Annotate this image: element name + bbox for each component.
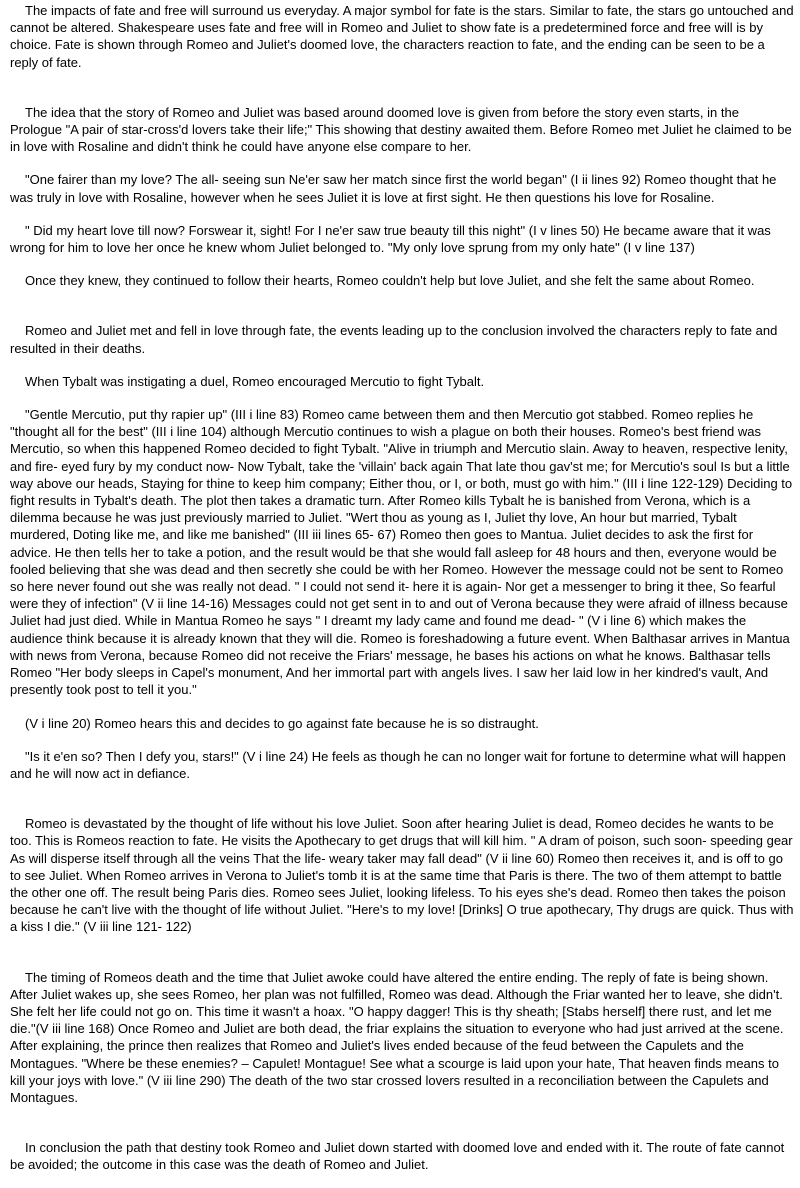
- section-spacer: [10, 782, 794, 815]
- paragraph-spacer: [10, 256, 794, 272]
- section-spacer: [10, 1106, 794, 1139]
- paragraph-apothecary: Romeo is devastated by the thought of life without his love Juliet. Soon after hearing Juliet is dead, Romeo decides he wants to be too. This is Romeos reaction to fate. He visits the Apothecary to get drugs that will kill him. " A dram of poison, such soon- speeding gear As will disperse itself through all the veins That the life- weary taker may fall dead" (V ii line 60) Romeo then receives it, and is off to go to see Juliet. When Romeo arrives in Verona to Juliet's tomb it is at the same time that Paris is there. The two of them attempt to battle the other one off. The result being Paris dies. Romeo sees Juliet, looking lifeless. To his eyes she's dead. Romeo then takes the poison because he can't live with the thought of life without Juliet. "Here's to my love! [Drinks] O true apothecary, Thy drugs are quick. Thus with a kiss I die." (V iii line 121- 122): [10, 816, 794, 935]
- paragraph-follow-hearts: Once they knew, they continued to follow their hearts, Romeo couldn't help but love Juliet, and she felt the same about Romeo.: [25, 273, 755, 289]
- paragraph-intro: The impacts of fate and free will surround us everyday. A major symbol for fate is the stars. Similar to fate, the stars go untouched and cannot be altered. Shakespeare uses fate and free will in Romeo and Juliet to show fate is a predetermined force and free will is by choice. Fate is shown through Romeo and Juliet's doomed love, the characters reaction to fate, and the ending can be seen to be a reply of fate.: [10, 3, 794, 70]
- paragraph-conclusion: In conclusion the path that destiny took Romeo and Juliet down started with doomed love and ended with it. The route of fate cannot be avoided; the outcome in this case was the death of Romeo and Juliet.: [10, 1140, 785, 1173]
- paragraph-reply-to-fate: Romeo and Juliet met and fell in love through fate, the events leading up to the conclusion involved the characters reply to fate and resulted in their deaths.: [10, 323, 778, 356]
- section-spacer: [10, 936, 794, 969]
- paragraph-tybalt-duel: When Tybalt was instigating a duel, Romeo encouraged Mercutio to fight Tybalt.: [25, 373, 485, 389]
- paragraph-rosaline-quote: "One fairer than my love? The all- seeing sun Ne'er saw her match since first the world began" (I ii lines 92) Romeo thought that he was truly in love with Rosaline, however when he sees Juliet it is love at first sight. He then questions his love for Rosaline.: [10, 172, 777, 205]
- section-spacer: [10, 71, 794, 104]
- paragraph-mercutio-long: "Gentle Mercutio, put thy rapier up" (III i line 83) Romeo came between them and then Mercutio got stabbed. Romeo replies he "thought all for the best" (III i line 104) although Mercutio continues to wish a plague on both their houses. Romeo's best friend was Mercutio, so when this happened Romeo decided to fight Tybalt. "Alive in triumph and Mercutio slain. Away to heaven, respective lenity, and fire- eyed fury by my conduct now- Now Tybalt, take the 'villain' back again That late thou gav'st me; for Mercutio's soul Is but a little way above our heads, Staying for thine to keep him company; Either thou, or I, or both, must go with him." (III i line 122-129) Deciding to fight results in Tybalt's death. The plot then takes a dramatic turn. After Romeo kills Tybalt he is banished from Verona, which is a dilemma because he was just previously married to Juliet. "Wert thou as young as I, Juliet thy love, An hour but married, Tybalt murdered, Doting like me, and like me banished" (III iii lines 65- 67) Romeo then goes to Mantua. Juliet decides to ask the first for advice. He then tells her to take a potion, and the result would be that she would fall asleep for 48 hours and then, everyone would be fooled believing that she was dead and then secretly she could be with her Romeo. However the message could not be sent to Romeo so here never found out she was really not dead. " I could not send it- here it is again- Nor get a messenger to bring it thee, So fearful were they of infection" (V ii line 14-16) Messages could not get sent in to and out of Verona because they were afraid of illness because Juliet had just died. While in Mantua Romeo he says " I dreamt my lady came and found me dead- " (V i line 6) which makes the audience think because it is already known that they will die. Romeo is foreshadowing a future event. When Balthasar arrives in Mantua with news from Verona, because Romeo did not receive the Friars' message, he bases his actions on what he knows. Balthasar tells Romeo "Her body sleeps in Capel's monument, And her immortal part with angels lives. I saw her laid low in her kindred's vault, And presently took post to tell it you.": [10, 407, 793, 698]
- paragraph-distraught: (V i line 20) Romeo hears this and decides to go against fate because he is so distraught.: [25, 715, 539, 731]
- paragraph-spacer: [10, 699, 794, 715]
- paragraph-spacer: [10, 206, 794, 222]
- paragraph-doomed-love: The idea that the story of Romeo and Juliet was based around doomed love is given from before the story even starts, in the Prologue "A pair of star-cross'd lovers take their life;" This showing that destiny awaited them. Before Romeo met Juliet he claimed to be in love with Rosaline and didn't think he could have anyone else compare to her.: [10, 104, 792, 155]
- paragraph-spacer: [10, 390, 794, 406]
- paragraph-spacer: [10, 155, 794, 171]
- paragraph-timing-ending: The timing of Romeos death and the time that Juliet awoke could have altered the entire ending. The reply of fate is being shown. After Juliet wakes up, she sees Romeo, her plan was not fulfilled, Romeo was dead. Although the Friar wanted her to leave, she didn't. She felt her life could not go on. This time it wasn't a hoax. "O happy dagger! This is thy sheath; [Stabs herself] there rust, and let me die."(V iii line 168) Once Romeo and Juliet are both dead, the friar explains the situation to everyone who had just arrived at the scene. After explaining, the prince then realizes that Romeo and Juliet's lives ended because of the feud between the Capulets and the Montagues. "Where be these enemies? – Capulet! Montague! See what a scourge is laid upon your hate, That heaven finds means to kill your joys with love." (V iii line 290) The death of the two star crossed lovers resulted in a reconciliation between the Capulets and Montagues.: [10, 969, 784, 1105]
- section-spacer: [10, 289, 794, 322]
- paragraph-defy-stars: "Is it e'en so? Then I defy you, stars!" (V i line 24) He feels as though he can no longer wait for fortune to determine what will happen and he will now act in defiance.: [10, 748, 786, 781]
- paragraph-true-beauty-quote: " Did my heart love till now? Forswear it, sight! For I ne'er saw true beauty till this night" (I v lines 50) He became aware that it was wrong for him to love her once he knew whom Juliet belonged to. "My only love sprung from my only hate" (I v line 137): [10, 222, 771, 256]
- paragraph-spacer: [10, 357, 794, 373]
- essay-page: [10, 2, 794, 1174]
- paragraph-spacer: [10, 732, 794, 748]
